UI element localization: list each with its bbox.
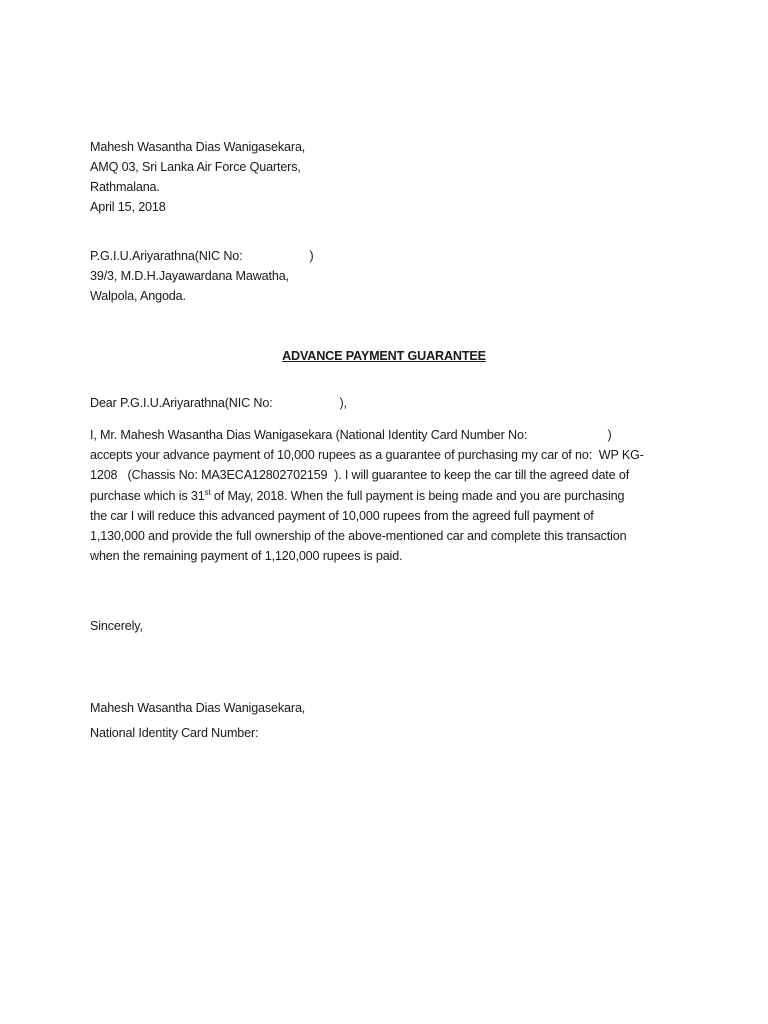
sender-address-line2: Rathmalana. [90,180,160,194]
closing: Sincerely, [90,619,143,633]
body-line-6: 1,130,000 and provide the full ownership of the above-mentioned car and complete this transaction [90,529,627,544]
sender-name: Mahesh Wasantha Dias Wanigasekara, [90,140,306,154]
body-line-5: the car I will reduce this advanced payment of 10,000 rupees from the agreed full payment of [90,508,594,523]
body-line-1: I, Mr. Mahesh Wasantha Dias Wanigasekara (National Identity Card Number No: ) [90,428,612,442]
body-line-4-start: purchase which is 31 [90,488,205,503]
letter-title: ADVANCE PAYMENT GUARANTEE [282,349,486,363]
letter-date: April 15, 2018 [90,200,166,214]
body-line-3: 1208 (Chassis No: MA3ECA12802702159 ). I will guarantee to keep the car till the agreed date of [90,468,630,483]
salutation: Dear P.G.I.U.Ariyarathna(NIC No: ), [90,396,347,410]
body-line-2: accepts your advance payment of 10,000 rupees as a guarantee of purchasing my car of no: WP KG- [90,448,644,463]
recipient-address-line1: 39/3, M.D.H.Jayawardana Mawatha, [90,269,289,283]
sender-address-line1: AMQ 03, Sri Lanka Air Force Quarters, [90,160,301,174]
body-line-4 [90,486,680,506]
body-line-4-end: of May, 2018. When the full payment is being made and you are purchasing [210,488,625,503]
ordinal-suffix: st [204,487,211,497]
recipient-address-line2: Walpola, Angoda. [90,289,186,303]
recipient-name: P.G.I.U.Ariyarathna(NIC No: ) [90,249,314,263]
signature-nic-label: National Identity Card Number: [90,726,259,740]
body-paragraph [90,425,680,566]
signature-name: Mahesh Wasantha Dias Wanigasekara, [90,701,306,715]
body-line-7: when the remaining payment of 1,120,000 rupees is paid. [90,549,403,564]
